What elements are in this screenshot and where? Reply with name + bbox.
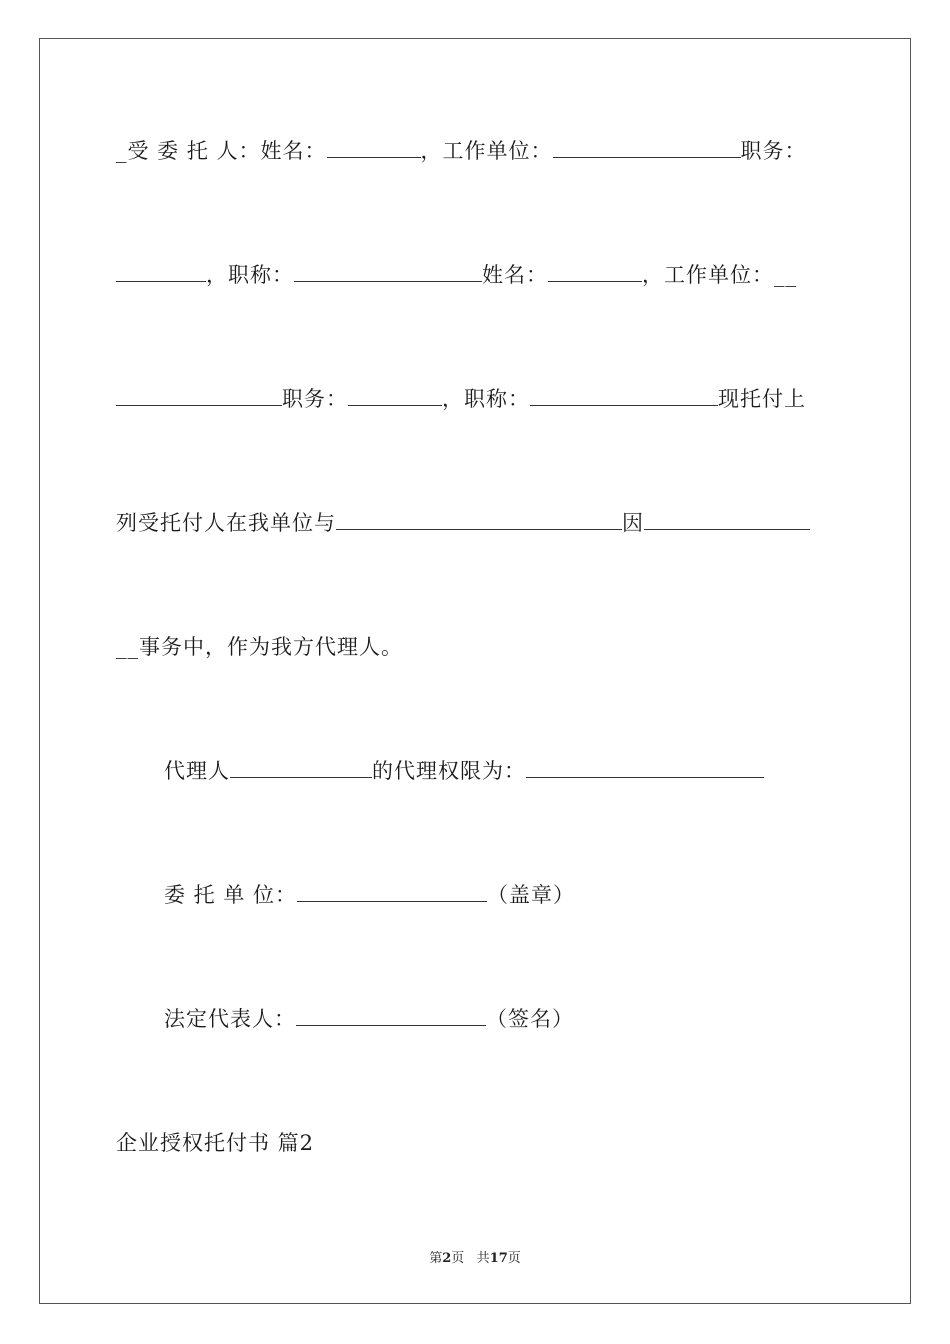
position-line [116,384,806,414]
authority-line [164,756,764,786]
page-border [39,38,911,1304]
matter-label: 列受托付人在我单位与 [116,511,336,535]
page-footer [0,1247,950,1266]
entrusting-unit-label: 委 托 单 位： [164,883,298,907]
section-title: 企业授权托付书 篇2 [116,1131,315,1155]
position-label-1: 职务： [740,139,807,163]
total-prefix: 共 [476,1251,490,1266]
name-label-2: 姓名： [482,263,548,287]
name-blank-1 [327,138,421,158]
total-pages: 17 [489,1251,508,1266]
agent-blank [230,758,372,778]
agent-label: 代理人 [164,759,230,783]
page-number: 2 [442,1251,452,1266]
position-blank-1 [116,262,206,282]
title-blank-1 [294,262,482,282]
cause-label: 因 [622,511,644,535]
entrusting-unit-blank [297,882,487,902]
work-unit-blank-2 [116,386,282,406]
legal-rep-label: 法定代表人： [164,1007,296,1031]
consignee-line [116,136,807,166]
position-blank-2 [348,386,442,406]
agent-statement: __事务中，作为我方代理人。 [116,635,403,659]
title-line [116,260,797,290]
page-suffix: 页 [451,1251,465,1266]
position-label-2: 职务： [282,387,348,411]
authority-blank [526,758,764,778]
work-unit-label-2: ，工作单位：__ [642,263,797,287]
legal-rep-blank [296,1006,486,1026]
page-prefix: 第 [429,1251,443,1266]
consignee-label: _受 委 托 人：姓名： [116,139,327,163]
signature-note: （签名） [486,1007,574,1031]
title-blank-2 [530,386,718,406]
total-suffix: 页 [507,1251,521,1266]
work-unit-label-1: ，工作单位： [420,139,553,163]
title-label-2: ，职称： [442,387,530,411]
section-heading [116,1128,314,1158]
authority-label: 的代理权限为： [372,759,526,783]
agent-statement-line [116,632,403,662]
seal-note: （盖章） [487,883,576,907]
legal-rep-line [164,1004,574,1034]
name-blank-2 [548,262,642,282]
matter-line [116,508,810,538]
cause-blank [644,510,810,530]
entrusting-unit-line [164,880,575,910]
title-label-1: ，职称： [206,263,294,287]
entrust-text: 现托付上 [718,387,806,411]
work-unit-blank-1 [553,138,741,158]
party-blank [336,510,622,530]
